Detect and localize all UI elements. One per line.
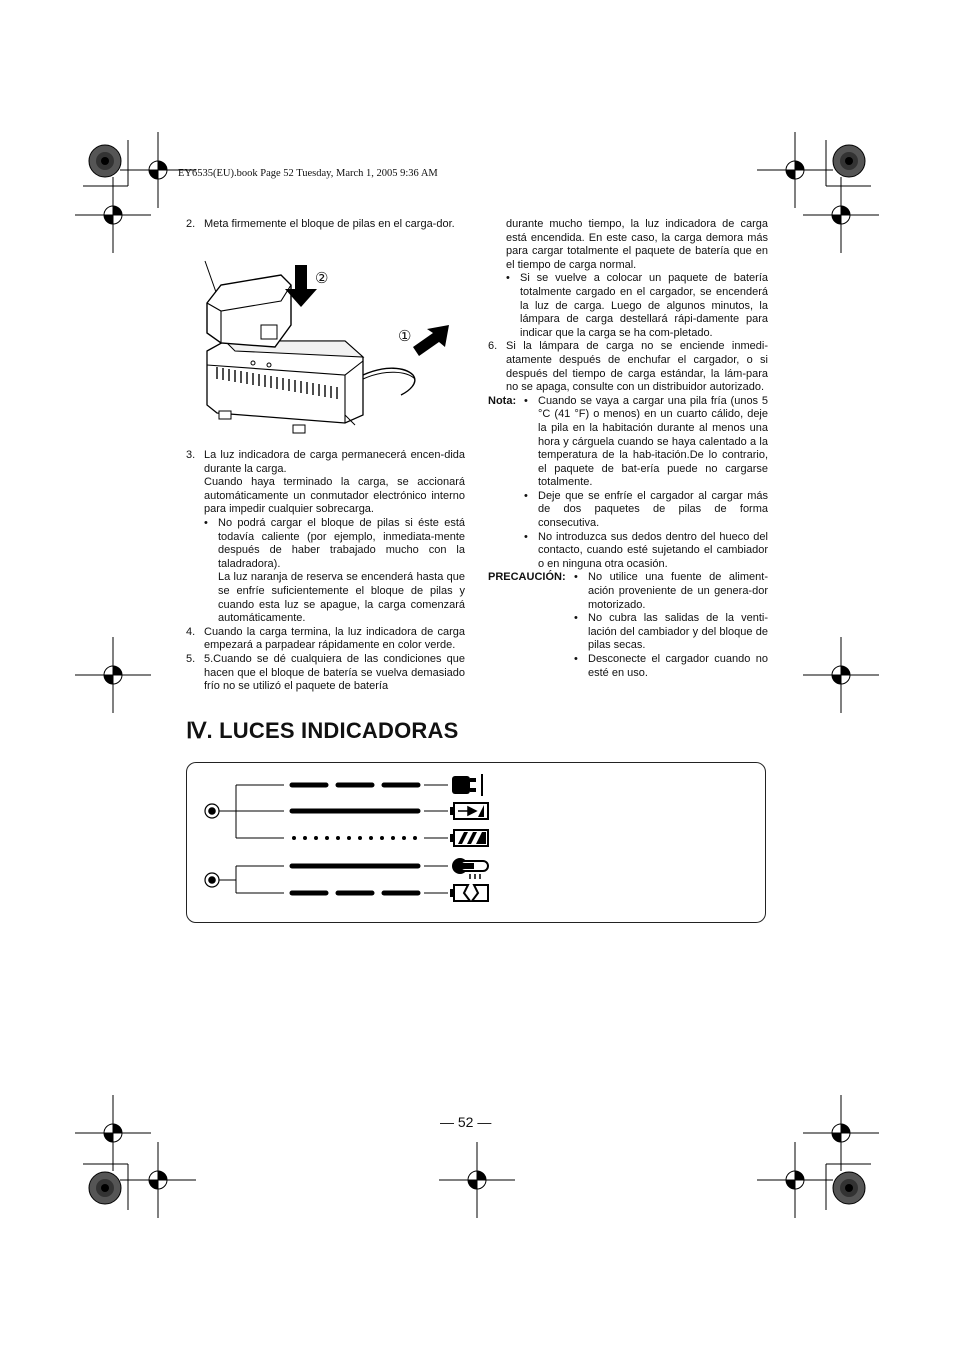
crosshair-mark-icon [803, 1095, 879, 1171]
crosshair-mark-icon [75, 637, 151, 713]
crosshair-mark-icon [439, 1142, 515, 1218]
plug-icon [452, 774, 483, 796]
battery-charging-icon [450, 803, 488, 819]
crosshair-mark-icon [120, 1142, 196, 1218]
caution-bullet-2: • No cubra las salidas de la venti-lación del cambiador y del bloque de pilas secas. [574, 612, 768, 652]
step-4: 4. Cuando la carga termina, la luz indicadora de carga empezará a parpadear rápidamente en color verde. [186, 625, 465, 652]
figure-label-2: ② [315, 270, 329, 287]
pattern-dotted-row-3 [292, 836, 417, 840]
step-2: 2. Meta firmemente el bloque de pilas en el carga-dor. [186, 218, 455, 230]
step-6: 6. Si la lámpara de carga no se enciende inmedi-atamente después de enchufar el cargador, o si después del tiempo de carga estándar, la lám-para no se apaga, consulte con un distribuidor autorizado. [488, 340, 768, 394]
step-3: 3. La luz indicadora de carga permanecerá encen-dida durante la carga. Cuando haya terminado la carga, se accionará automáticamente un conmutador electrónico interno para impedir cualquier sobrecarga. [186, 449, 465, 516]
crosshair-mark-icon [75, 1095, 151, 1171]
print-header: EY6535(EU).book Page 52 Tuesday, March 1, 2005 9:36 AM [178, 168, 438, 179]
note-bullet-3: • No introduzca sus dedos dentro del hueco del contacto, cuando esté sujetando el cambiador o en ninguna otra ocasión. [524, 530, 768, 570]
crosshair-mark-icon [803, 637, 879, 713]
caution-bullet-3: • Desconecte el cargador cuando no esté en uso. [574, 653, 768, 679]
crosshair-mark-icon [803, 177, 879, 253]
right-column [488, 218, 768, 680]
note-block: Nota: • Cuando se vaya a cargar una pila fría (unos 5 °C (41 °F) o menos) en un cuarto cálido, deje la pila en la habitación durante al menos una hora y cárguela cuando se haya calentado a la temperatura de la hab-itación.De lo contrario, el paquete de bat-ería puede no cargarse totalmente. [488, 394, 768, 489]
starburst-mark-icon [89, 145, 121, 177]
starburst-mark-icon [89, 1172, 121, 1204]
caution-block: PRECAUCIÓN: • No utilice una fuente de aliment-ación proveniente de un genera-dor motorizado. [488, 571, 768, 611]
crosshair-mark-icon [757, 132, 833, 208]
step-3-bullet: • No podrá cargar el bloque de pilas si éste está todavía caliente (por ejemplo, inmediata-mente después de haber trabajado mucho con la taladradora). La luz naranja de reserva se encenderá hasta que se enfríe suficientemente el bloque de pilas y cuando esta luz se apague, la carga comenzará automáticamente. [204, 516, 465, 625]
step-5: 5. 5.Cuando se dé cualquiera de las condiciones que hacen que el bloque de batería se vuelva demasiado frío no se utilizó el paquete de batería [186, 652, 465, 693]
battery-full-icon [450, 830, 488, 846]
note-bullet-2: • Deje que se enfríe el cargador al cargar más de dos paquetes de pilas de forma consecutiva. [524, 489, 768, 530]
step-5-continued: durante mucho tiempo, la luz indicadora de carga está encendida. En este caso, la carga demora más para cargar totalmente el paquete de batería que en el tiempo de carga normal. [506, 218, 768, 271]
battery-fault-icon [450, 885, 488, 901]
left-column [186, 218, 465, 232]
indicator-lamp-lower-icon [205, 873, 219, 887]
crosshair-mark-icon [75, 177, 151, 253]
step-5-bullet: • Si se vuelve a colocar un paquete de batería totalmente cargado en el cargador, se encenderá la luz de carga. Luego de algunos minutos, la lámpara de carga destellará rápi-damente para indicar que la carga se ha com-pletado. [506, 272, 768, 339]
section-title: Ⅳ. LUCES INDICADORAS [186, 718, 459, 743]
left-column-lower [186, 449, 465, 694]
page-number: — 52 — [440, 1114, 492, 1130]
starburst-mark-icon [833, 1172, 865, 1204]
indicator-lamp-upper-icon [205, 804, 219, 818]
charger-illustration [195, 255, 465, 445]
starburst-mark-icon [833, 145, 865, 177]
crosshair-mark-icon [757, 1142, 833, 1218]
figure-label-1: ① [398, 328, 412, 345]
thermometer-icon [452, 858, 488, 879]
indicator-diagram [186, 762, 766, 923]
